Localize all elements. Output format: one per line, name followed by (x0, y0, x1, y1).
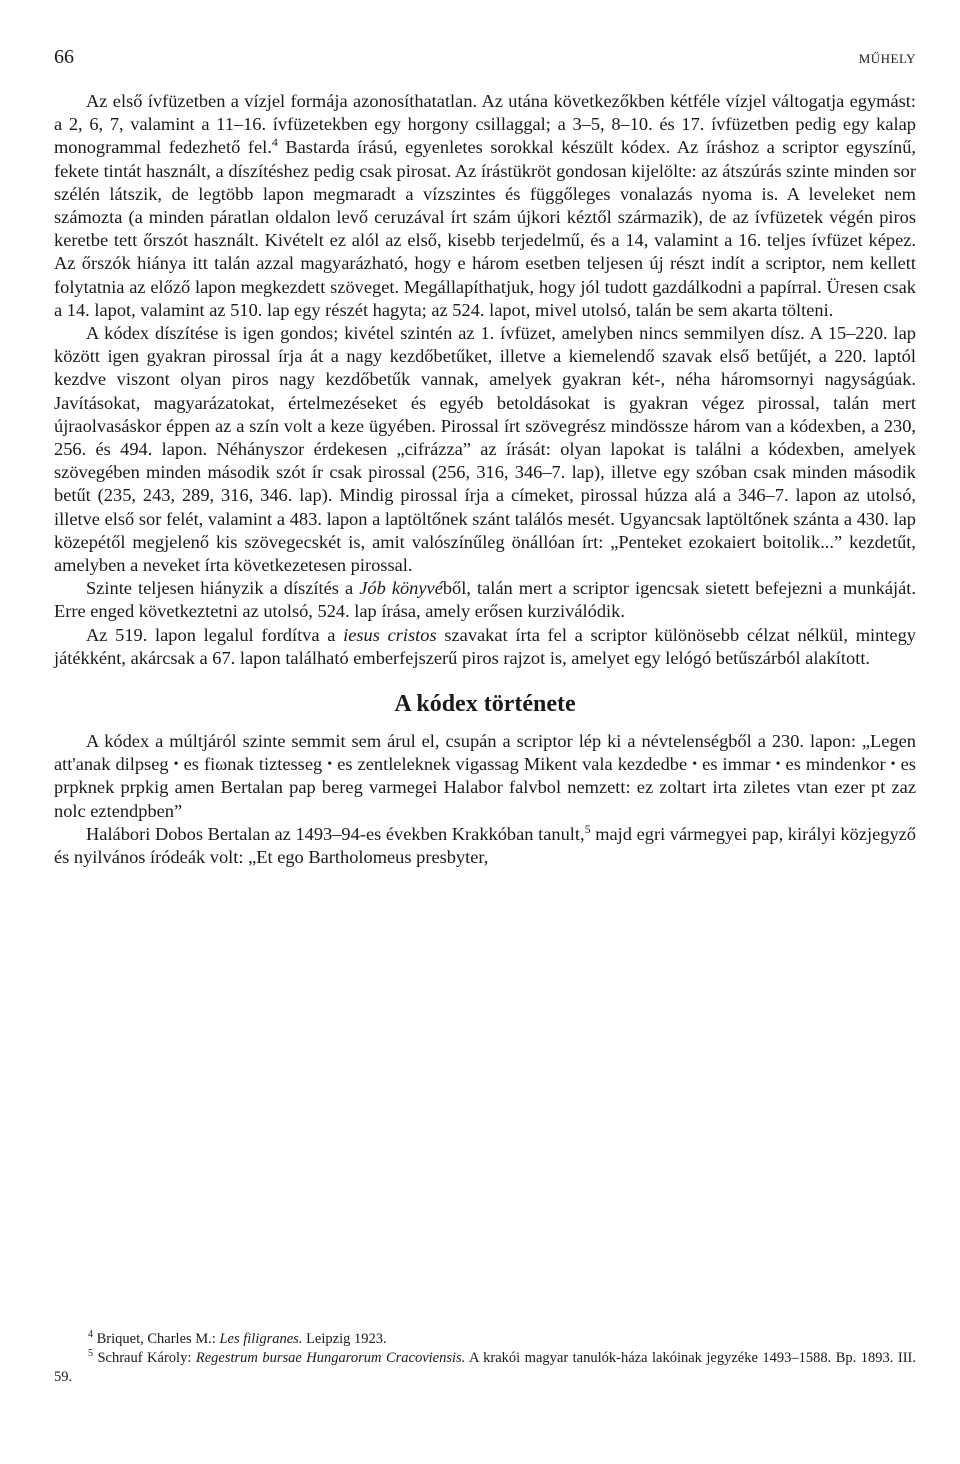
paragraph-decoration: A kódex díszítése is igen gondos; kivétel szintén az 1. ívfüzet, amelyben nincs semmilyen dísz. A 15–220. lap között igen gyakran pirossal írja át a nagy kezdőbetűket, illetve a kiemelendő szavak első betűjét, a 220. laptól kezdve viszont olyan piros nagy kezdőbetűk vannak, amelyek gyakran két-, néha háromsornyi nagyságúak. Javításokat, magyarázatokat, értelmezéseket és egyéb betoldásokat is gyakran végez pirossal, talán mert újraolvasáskor éppen az a szín volt a keze ügyében. Pirossal írt szövegrész mindössze három van a kódexben, a 230, 256. és 494. lapon. Néhányszor érdekesen „cifrázza” az írását: olyan lapokat is találni a kódexben, amelyek szövegében minden második szót ír csak pirossal (256, 316, 346–7. lap), illetve egy szóban csak minden második betűt (235, 243, 289, 316, 346. lap). Mindig pirossal írja a címeket, pirossal húzza alá a 346–7. lapon az utolsó, illetve első sor felét, valamint a 483. lapon a laptöltőnek szánt találós mesét. Ugyancsak laptöltőnek szánta a 430. lap közepétől megjelenő kis szövegecskét is, amit valószínűleg önállóan írt: „Penteket ezokaiert boitolik...” kezdetűt, amelyben a neveket írta következetesen pirossal. (54, 323, 916, 576)
footnote-5: $^5$ Schrauf Károly: Regestrum bursae Hungarorum Cracoviensis. A krakói magyar tanulók-háza lakóinak jegyzéke 1493–1588. Bp. 1893. III. 59. (54, 1348, 917, 1385)
bullet-icon: • (327, 757, 333, 773)
section-title: A kódex története (394, 691, 576, 718)
paragraph-halabori: Halábori Dobos Bertalan az 1493–94-es években Krakkóban tanult,$^5$ majd egri vármegyei pap, királyi közjegyző és nyilvános íródeák volt: „Et ego Bartholomeus presbyter, (54, 821, 916, 868)
paragraph-iesus-cristos: Az 519. lapon legalul fordítva a iesus cristos szavakat írta fel a scriptor különösebb célzat nélkül, mintegy játékként, akárcsak a 67. lapon található emberfejszerű piros rajzot is, amelyet egy lelógó betűszárból alakított. (54, 624, 916, 668)
paragraph-watermarks: Az első ívfüzetben a vízjel formája azonosíthatatlan. Az utána következőkben kétféle vízjel váltogatja egymást: a 2, 6, 7, valamint a 11–16. ívfüzetekben egy horgony csillaggal; a 3–5, 8–10. és 17. ívfüzetben pedig egy kalap monogrammal fedezhető fel.$^4$ Bastarda írású, egyenletes sorokkal készült kódex. Az íráshoz a scriptor egyszínű, fekete tintát használt, a díszítéshez pedig csak pirosat. Az írástükröt gondosan kijelölte: az átszúrás szinte minden sor szélén látszik, de legtöbb lapon megmaradt a vízszintes és függőleges vonalazás nyoma is. A leveleket nem számozta (a minden páratlan oldalon levő ceruzával írt szám újkori kéztől származik), de az ívfüzetek végén piros keretbe tett őrszót használt. Kivételt ez alól az első, kisebb terjedelmű, és a 14, valamint a 16. teljes ívfüzet képez. Az őrszók hiánya itt talán azzal magyarázható, hogy e három esetben teljesen új részt indít a scriptor, nem kellett folytatnia az előző lapon megkezdett szöveget. Megállapíthatjuk, hogy jól tudott gazdálkodni a papírral. Üresen csak a 14. lapot, valamint az 510. lap egy részét hagyta; az 524. lapot, mivel utolsó, talán be sem akarta tölteni. (54, 91, 916, 320)
footnote-4: $^4$ Briquet, Charles M.: Les filigranes. Leipzig 1923. (88, 1329, 387, 1347)
footnote-ref-4[interactable]: 4 (271, 135, 278, 150)
section-name: MŰHELY (858, 51, 916, 66)
footnotes (54, 1330, 916, 1387)
bullet-icon: • (173, 757, 179, 773)
paragraph-job-book: Szinte teljesen hiányzik a díszítés a Jób könyvéből, talán mert a scriptor igencsak sietett befejezni a munkáját. Erre enged következtetni az utolsó, 524. lap írása, amely erősen kurziválódik. (54, 578, 916, 622)
paragraph-colophon: A kódex a múltjáról szinte semmit sem árul el, csupán a scriptor lép ki a névtelenségből a 230. lapon: „Legen att'anak dilpseg • es fiωnak tiztesseg • es zentleleknek vigassag Mikent vala kezdedbe • es immar • es mindenkor • es prpknek prpkig amen Bertalan pap bereg varmegei Halabor falvbol nemzett: ez zoltart irta ziletes vtan ezer pt zaz nolc eztendpben” (54, 731, 916, 821)
body-text (54, 90, 916, 869)
page-number: 66 (54, 46, 74, 68)
footnote-ref-5[interactable]: 5 (584, 821, 591, 836)
running-head (54, 46, 916, 72)
bullet-icon: • (692, 757, 698, 773)
bullet-icon: • (775, 757, 781, 773)
bullet-icon: • (890, 757, 896, 773)
